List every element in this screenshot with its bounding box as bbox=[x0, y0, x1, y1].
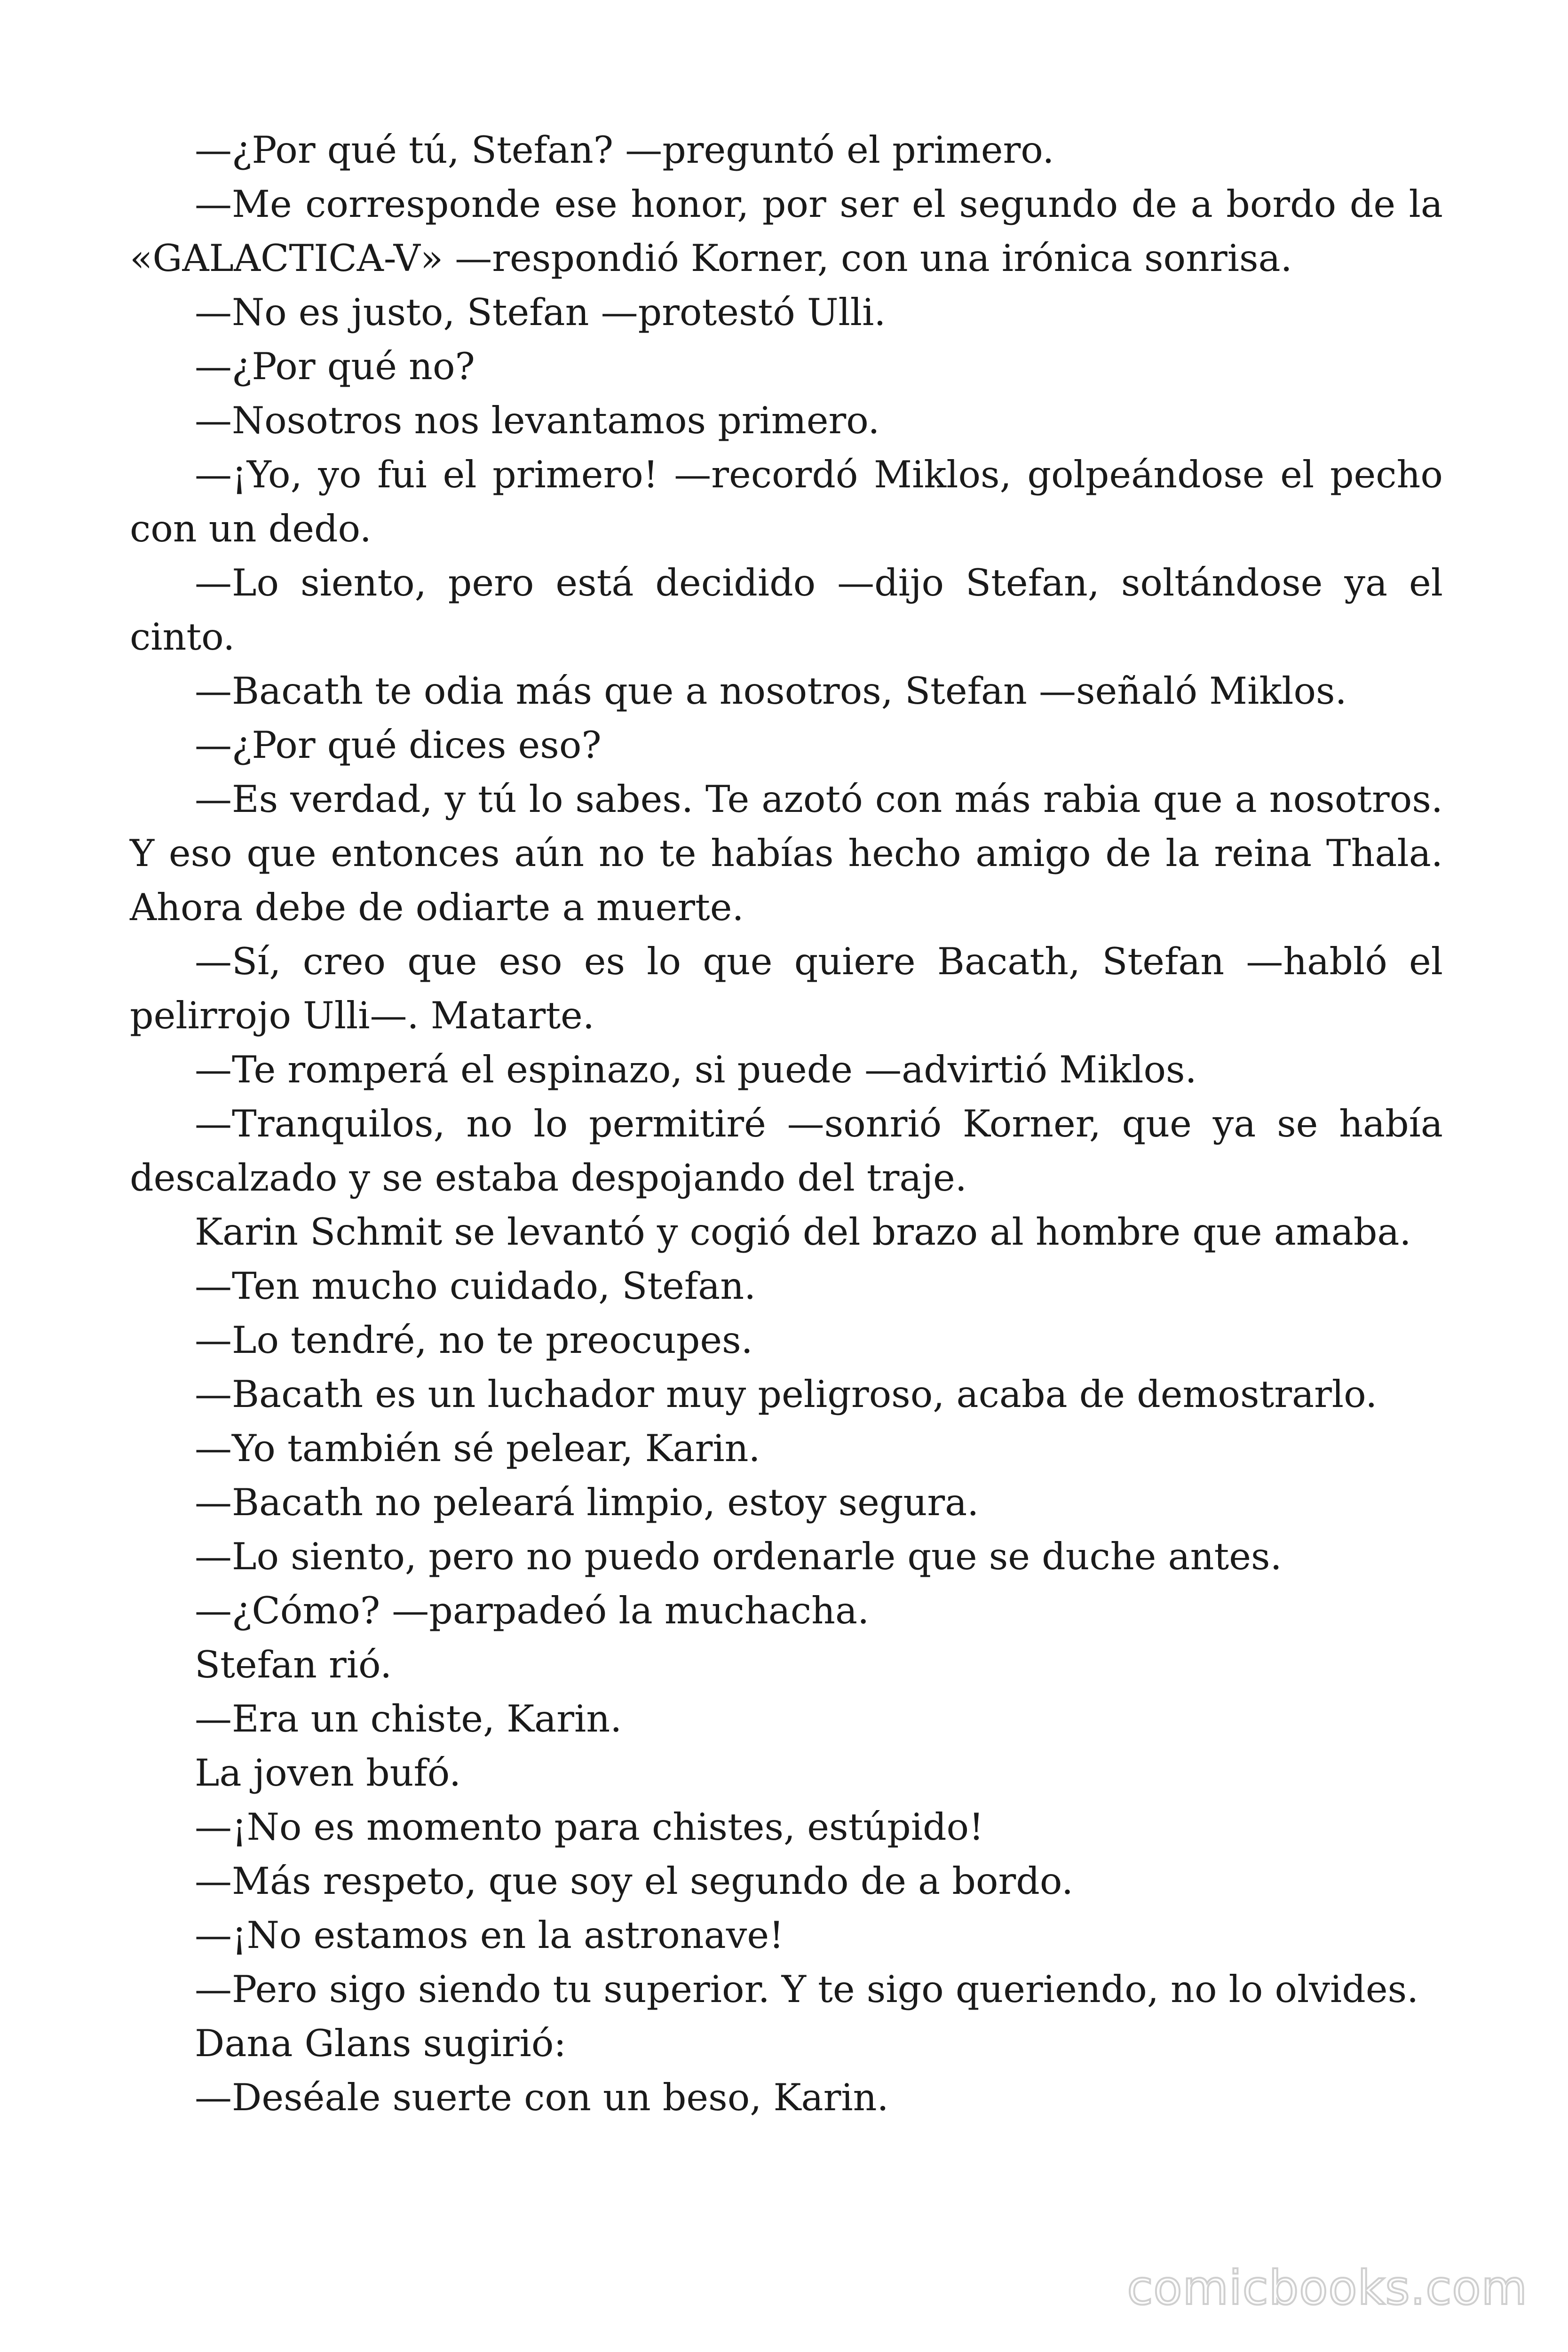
paragraph: —Me corresponde ese honor, por ser el segundo de a bordo de la «GALACTICA-V» —respondió Korner, con una irónica sonrisa. bbox=[130, 183, 1443, 280]
paragraph: —¿Por qué tú, Stefan? —preguntó el primero. bbox=[195, 128, 1054, 172]
paragraph: —Yo también sé pelear, Karin. bbox=[195, 1427, 760, 1470]
paragraph: Dana Glans sugirió: bbox=[195, 2022, 566, 2065]
paragraph: —Lo siento, pero está decidido —dijo Stefan, soltándose ya el cinto. bbox=[130, 561, 1443, 659]
paragraph: —Bacath te odia más que a nosotros, Stefan —señaló Miklos. bbox=[195, 669, 1347, 713]
page-text bbox=[130, 123, 1443, 2125]
paragraph: La joven bufó. bbox=[195, 1751, 461, 1795]
paragraph: —Era un chiste, Karin. bbox=[195, 1697, 622, 1740]
paragraph: —Lo tendré, no te preocupes. bbox=[195, 1319, 753, 1362]
paragraph: —¿Por qué dices eso? bbox=[195, 723, 602, 767]
paragraph: —¿Por qué no? bbox=[195, 345, 475, 388]
paragraph: —¡No estamos en la astronave! bbox=[195, 1914, 784, 1957]
paragraph: —¡No es momento para chistes, estúpido! bbox=[195, 1805, 984, 1849]
watermark: comicbooks.com bbox=[1127, 2260, 1528, 2315]
paragraph: —¿Cómo? —parpadeó la muchacha. bbox=[195, 1589, 870, 1632]
paragraph: —Nosotros nos levantamos primero. bbox=[195, 399, 880, 442]
paragraph: —Pero sigo siendo tu superior. Y te sigo queriendo, no lo olvides. bbox=[195, 1968, 1419, 2011]
paragraph: —Te romperá el espinazo, si puede —advirtió Miklos. bbox=[195, 1048, 1197, 1091]
paragraph: —Bacath es un luchador muy peligroso, acaba de demostrarlo. bbox=[195, 1373, 1378, 1416]
paragraph: —¡Yo, yo fui el primero! —recordó Miklos, golpeándose el pecho con un dedo. bbox=[130, 453, 1443, 550]
paragraph: Stefan rió. bbox=[195, 1643, 392, 1686]
paragraph: —Tranquilos, no lo permitiré —sonrió Korner, que ya se había descalzado y se estaba despojando del traje. bbox=[130, 1102, 1443, 1200]
paragraph: —Ten mucho cuidado, Stefan. bbox=[195, 1264, 756, 1308]
paragraph: —Más respeto, que soy el segundo de a bordo. bbox=[195, 1859, 1074, 1903]
paragraph: —Sí, creo que eso es lo que quiere Bacath, Stefan —habló el pelirrojo Ulli—. Matarte. bbox=[130, 940, 1443, 1037]
paragraph: —No es justo, Stefan —protestó Ulli. bbox=[195, 291, 886, 334]
paragraph: —Deséale suerte con un beso, Karin. bbox=[195, 2076, 889, 2119]
paragraph: —Bacath no peleará limpio, estoy segura. bbox=[195, 1481, 979, 1524]
paragraph: —Es verdad, y tú lo sabes. Te azotó con más rabia que a nosotros. Y eso que entonces aún no te habías hecho amigo de la reina Thala. Ahora debe de odiarte a muerte. bbox=[130, 778, 1443, 929]
paragraph: —Lo siento, pero no puedo ordenarle que se duche antes. bbox=[195, 1535, 1282, 1578]
paragraph: Karin Schmit se levantó y cogió del brazo al hombre que amaba. bbox=[195, 1210, 1411, 1254]
